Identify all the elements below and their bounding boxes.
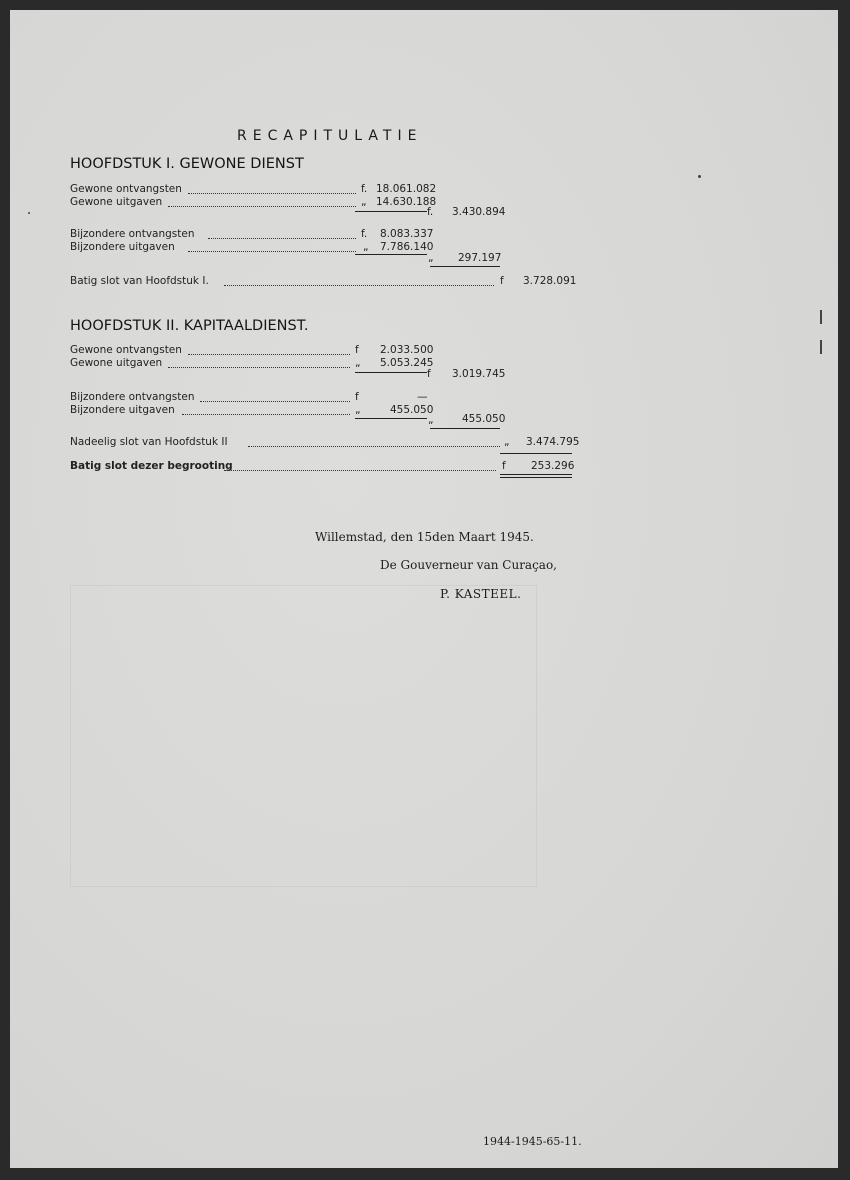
chapter-1-heading: HOOFDSTUK I. GEWONE DIENST — [70, 156, 304, 172]
signatory-name: P. KASTEEL. — [440, 587, 522, 601]
chapter-2-heading: HOOFDSTUK II. KAPITAALDIENST. — [70, 318, 309, 334]
ch2-line-4-amount: 455.050 — [390, 404, 434, 416]
grand-total-prefix: f — [502, 460, 506, 472]
footer-code: 1944-1945-65-11. — [483, 1135, 582, 1148]
ch2-line-3-prefix: f — [355, 391, 359, 403]
ch2-line-4-prefix: „ — [355, 404, 361, 416]
ch1-subtotal-2-amount: 297.197 — [458, 252, 502, 264]
subtotal-rule — [430, 266, 500, 267]
ch1-subtotal-1-amount: 3.430.894 — [452, 206, 506, 218]
document-page — [10, 10, 838, 1168]
double-rule — [500, 477, 572, 478]
subtotal-rule — [355, 418, 427, 419]
ch2-line-2-amount: 5.053.245 — [380, 357, 434, 369]
grand-total-amount: 253.296 — [531, 460, 575, 472]
bleed-through-table — [70, 585, 537, 887]
ch1-line-3-prefix: f. — [361, 228, 368, 240]
speck — [698, 175, 701, 178]
ch2-line-4-label: Bijzondere uitgaven — [70, 404, 175, 416]
ch2-subtotal-1-prefix: f — [427, 368, 431, 380]
ch1-total-amount: 3.728.091 — [523, 275, 577, 287]
ch1-line-4-label: Bijzondere uitgaven — [70, 241, 175, 253]
leader-dots — [208, 238, 356, 239]
ch1-subtotal-1-prefix: f. — [427, 206, 434, 218]
leader-dots — [188, 354, 350, 355]
leader-dots — [188, 251, 356, 252]
ch1-line-1-prefix: f. — [361, 183, 368, 195]
ch2-total-prefix: „ — [504, 436, 510, 448]
ch2-line-3-amount: — — [417, 391, 428, 403]
subtotal-rule — [355, 211, 427, 212]
total-rule — [500, 453, 572, 454]
binding-mark — [820, 310, 822, 324]
ch2-line-2-label: Gewone uitgaven — [70, 357, 163, 369]
binding-mark — [820, 340, 822, 354]
double-rule — [500, 474, 572, 475]
speck — [28, 212, 30, 214]
signatory-office: De Gouverneur van Curaçao, — [380, 558, 557, 572]
ch1-line-2-prefix: „ — [361, 196, 367, 208]
page-title: RECAPITULATIE — [237, 128, 423, 144]
subtotal-rule — [430, 428, 500, 429]
ch2-subtotal-1-amount: 3.019.745 — [452, 368, 506, 380]
ch2-subtotal-2-prefix: „ — [428, 414, 434, 426]
subtotal-rule — [355, 254, 427, 255]
ch2-line-2-prefix: „ — [355, 357, 361, 369]
leader-dots — [200, 401, 350, 402]
ch1-line-1-label: Gewone ontvangsten — [70, 183, 182, 195]
ch1-line-4-amount: 7.786.140 — [380, 241, 434, 253]
ch2-total-label: Nadeelig slot van Hoofdstuk II — [70, 436, 228, 448]
leader-dots — [168, 367, 350, 368]
ch1-line-1-amount: 18.061.082 — [376, 183, 437, 195]
grand-total-label: Batig slot dezer begrooting — [70, 460, 233, 472]
ch2-line-1-amount: 2.033.500 — [380, 344, 434, 356]
leader-dots — [224, 470, 496, 471]
ch2-line-1-label: Gewone ontvangsten — [70, 344, 182, 356]
ch1-subtotal-2-prefix: „ — [428, 252, 434, 264]
ch1-line-2-label: Gewone uitgaven — [70, 196, 163, 208]
leader-dots — [168, 206, 356, 207]
ch1-line-3-amount: 8.083.337 — [380, 228, 434, 240]
ch2-subtotal-2-amount: 455.050 — [462, 413, 506, 425]
subtotal-rule — [355, 372, 427, 373]
leader-dots — [224, 285, 494, 286]
ch2-total-amount: 3.474.795 — [526, 436, 580, 448]
leader-dots — [188, 193, 356, 194]
ch1-line-4-prefix: „ — [363, 241, 369, 253]
ch2-line-1-prefix: f — [355, 344, 359, 356]
ch1-line-3-label: Bijzondere ontvangsten — [70, 228, 195, 240]
leader-dots — [182, 414, 350, 415]
place-and-date: Willemstad, den 15den Maart 1945. — [315, 530, 534, 544]
ch1-line-2-amount: 14.630.188 — [376, 196, 437, 208]
leader-dots — [248, 446, 500, 447]
ch1-total-label: Batig slot van Hoofdstuk I. — [70, 275, 209, 287]
ch1-total-prefix: f — [500, 275, 504, 287]
ch2-line-3-label: Bijzondere ontvangsten — [70, 391, 195, 403]
